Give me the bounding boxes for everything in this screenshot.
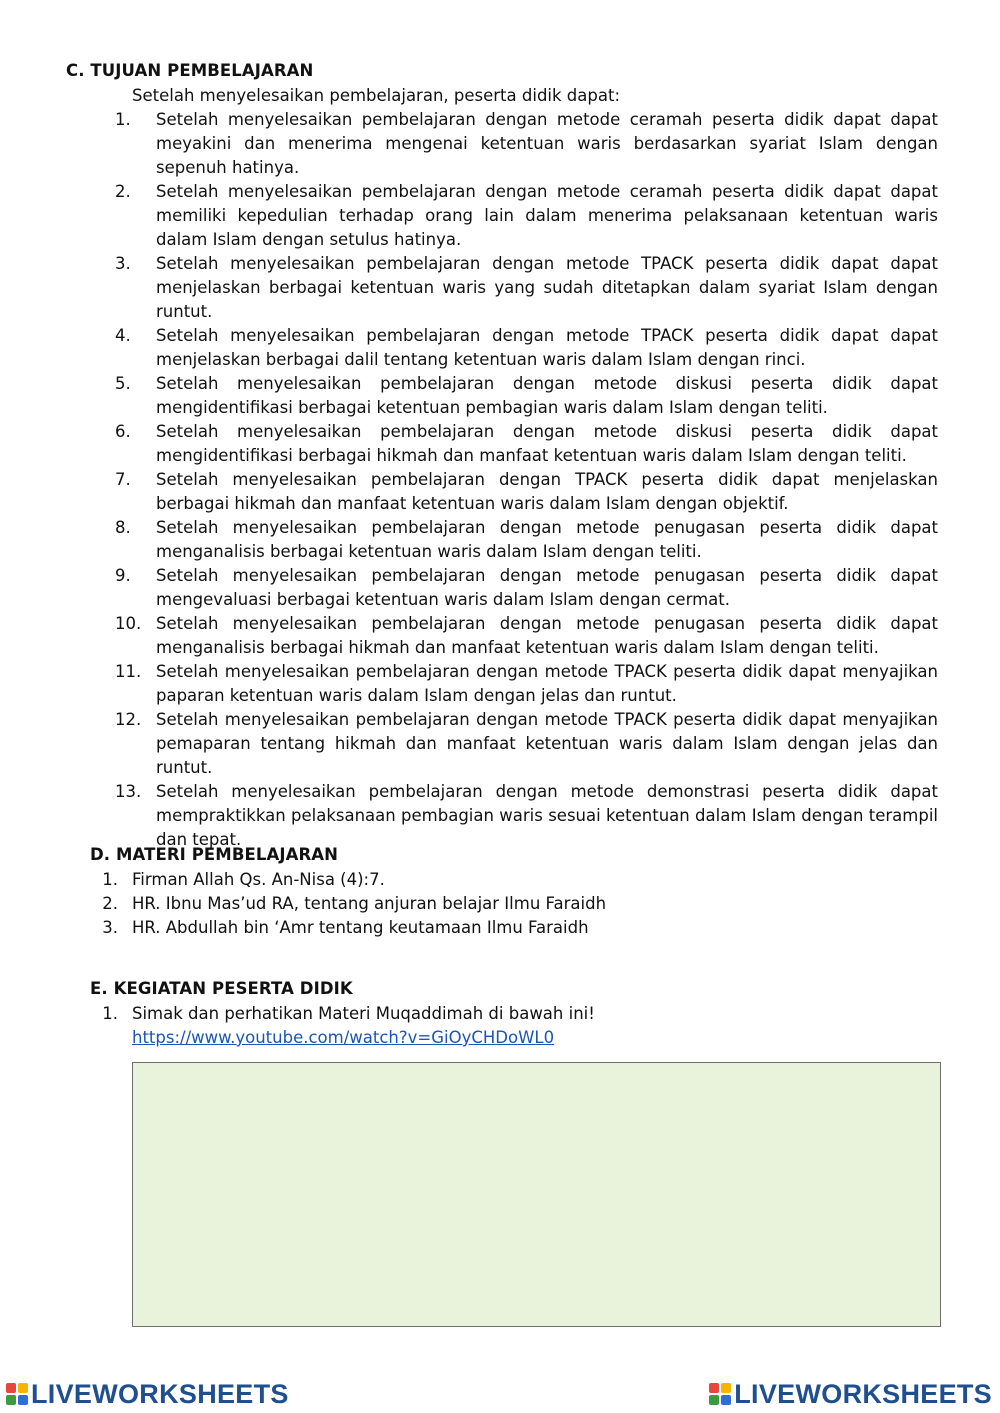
item-text: Simak dan perhatikan Materi Muqaddimah di bawah ini! [132,1004,595,1023]
item-text: Setelah menyelesaikan pembelajaran dengan metode TPACK peserta didik dapat menyajikan paparan ketentuan waris dalam Islam dengan jelas dan runtut. [156,662,938,705]
section-e-title: E. KEGIATAN PESERTA DIDIK [90,979,353,998]
item-text: Setelah menyelesaikan pembelajaran dengan TPACK peserta didik dapat menjelaskan berbagai hikmah dan manfaat ketentuan waris dalam Islam dengan objektif. [156,470,938,513]
item-number: 2. [115,182,131,201]
logo-text: LIVEWORKSHEETS [734,1378,992,1409]
list-item [115,780,938,852]
item-number: 10. [115,614,142,633]
item-number: 11. [115,662,142,681]
list-item [115,660,938,708]
item-text: Setelah menyelesaikan pembelajaran dengan metode TPACK peserta didik dapat menyajikan pemaparan tentang hikmah dan manfaat ketentuan waris dalam Islam dengan jelas dan runtut. [156,710,938,777]
item-number: 3. [115,254,131,273]
list-item [115,324,938,372]
item-number: 7. [115,470,131,489]
list-item [90,892,790,916]
logo-text: LIVEWORKSHEETS [31,1378,289,1409]
item-number: 9. [115,566,131,585]
materials-list [90,868,790,940]
activities-list [90,1002,790,1050]
item-text: HR. Abdullah bin ‘Amr tentang keutamaan Ilmu Faraidh [132,918,589,937]
item-text: Setelah menyelesaikan pembelajaran dengan metode ceramah peserta didik dapat dapat meyakini dan menerima mengenai ketentuan waris berdasarkan syariat Islam dengan sepenuh hatinya. [156,110,938,177]
liveworksheets-logo-icon [709,1383,731,1405]
list-item [115,108,938,180]
item-number: 13. [115,782,142,801]
item-number: 1. [115,110,131,129]
item-number: 8. [115,518,131,537]
list-item [90,916,790,940]
item-text: Setelah menyelesaikan pembelajaran dengan metode TPACK peserta didik dapat dapat menjelaskan berbagai dalil tentang ketentuan waris dalam Islam dengan rinci. [156,326,938,369]
item-text: Setelah menyelesaikan pembelajaran dengan metode penugasan peserta didik dapat menganalisis berbagai hikmah dan manfaat ketentuan waris dalam Islam dengan teliti. [156,614,938,657]
section-c-intro: Setelah menyelesaikan pembelajaran, peserta didik dapat: [132,86,620,105]
youtube-link[interactable]: https://www.youtube.com/watch?v=GiOyCHDoWL0 [132,1028,555,1047]
list-item [115,420,938,468]
item-text: Firman Allah Qs. An-Nisa (4):7. [132,870,385,889]
liveworksheets-logo-icon [6,1383,28,1405]
item-number: 6. [115,422,131,441]
objectives-list [115,108,938,852]
list-item [90,868,790,892]
item-text: Setelah menyelesaikan pembelajaran dengan metode ceramah peserta didik dapat dapat memiliki kepedulian terhadap orang lain dalam menerima pelaksanaan ketentuan waris dalam Islam dengan setulus hatinya. [156,182,938,249]
item-text: HR. Ibnu Mas’ud RA, tentang anjuran belajar Ilmu Faraidh [132,894,607,913]
item-number: 3. [102,918,118,937]
list-item [115,468,938,516]
item-number: 4. [115,326,131,345]
list-item [115,372,938,420]
item-text: Setelah menyelesaikan pembelajaran dengan metode penugasan peserta didik dapat mengevaluasi berbagai ketentuan waris dalam Islam dengan cermat. [156,566,938,609]
item-text: Setelah menyelesaikan pembelajaran dengan metode demonstrasi peserta didik dapat mempraktikkan pelaksanaan pembagian waris sesuai ketentuan dalam Islam dengan terampil dan tepat. [156,782,938,849]
item-number: 2. [102,894,118,913]
item-number: 12. [115,710,142,729]
list-item [115,708,938,780]
item-text: Setelah menyelesaikan pembelajaran dengan metode diskusi peserta didik dapat mengidentifikasi berbagai hikmah dan manfaat ketentuan waris dalam Islam dengan teliti. [156,422,938,465]
list-item [115,180,938,252]
list-item [115,516,938,564]
item-text: Setelah menyelesaikan pembelajaran dengan metode penugasan peserta didik dapat menganalisis berbagai ketentuan waris dalam Islam dengan teliti. [156,518,938,561]
item-number: 1. [102,1004,118,1023]
list-item [115,564,938,612]
video-embed-box[interactable] [132,1062,941,1327]
list-item [115,252,938,324]
liveworksheets-logo-right [709,1378,992,1410]
section-c-title: C. TUJUAN PEMBELAJARAN [66,61,314,80]
liveworksheets-logo-left [6,1378,289,1410]
list-item [90,1002,790,1050]
section-d-title: D. MATERI PEMBELAJARAN [90,845,339,864]
item-number: 1. [102,870,118,889]
list-item [115,612,938,660]
item-text: Setelah menyelesaikan pembelajaran dengan metode diskusi peserta didik dapat mengidentifikasi berbagai ketentuan pembagian waris dalam Islam dengan teliti. [156,374,938,417]
item-text: Setelah menyelesaikan pembelajaran dengan metode TPACK peserta didik dapat dapat menjelaskan berbagai ketentuan waris yang sudah ditetapkan dalam syariat Islam dengan runtut. [156,254,938,321]
item-number: 5. [115,374,131,393]
